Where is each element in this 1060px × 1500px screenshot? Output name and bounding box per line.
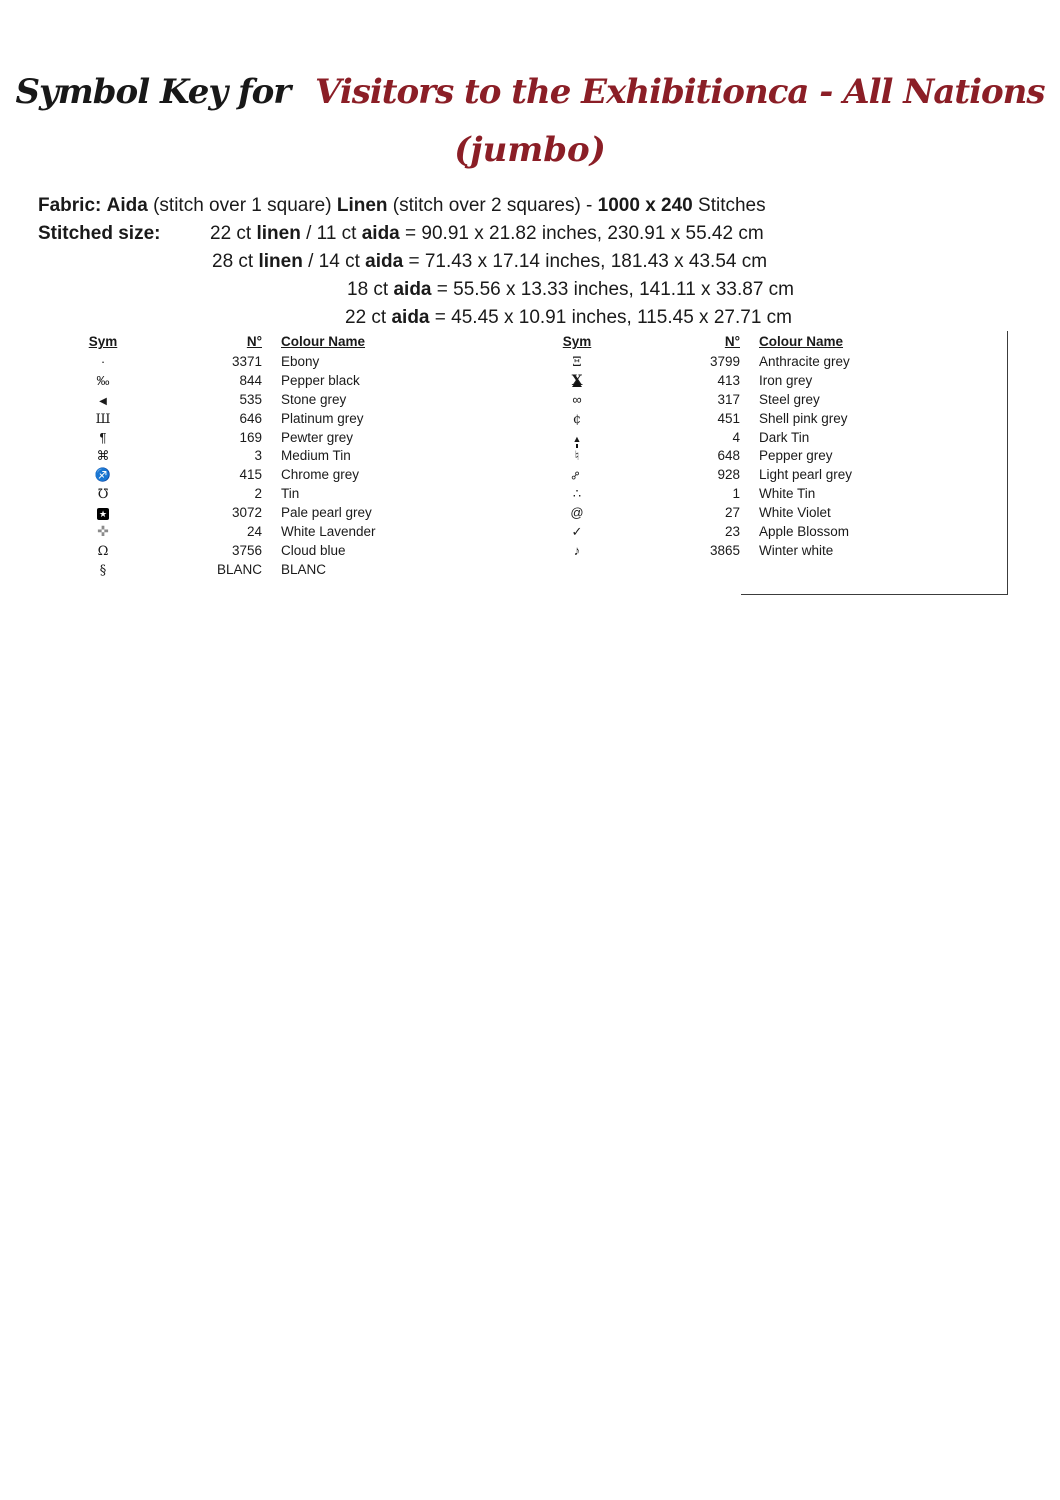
colour-name: Dark Tin: [759, 429, 810, 445]
floss-number: 169: [239, 429, 262, 445]
colour-name: Cloud blue: [281, 542, 346, 558]
colour-name: Steel grey: [759, 391, 820, 407]
key-table-header: [80, 331, 550, 352]
stitch-symbol-icon: Ξ: [572, 354, 582, 370]
colour-name: Winter white: [759, 542, 834, 558]
title-pattern-name: Visitors to the Exhibitionca - All Nations: [315, 72, 1045, 112]
text-segment: 28 ct: [212, 251, 259, 272]
symbol-cell: [80, 354, 126, 369]
symbol-cell: [80, 486, 126, 501]
stitch-symbol-icon: ★: [98, 509, 108, 520]
floss-number: 3799: [709, 353, 740, 369]
colour-name: Ebony: [281, 353, 320, 369]
text-segment: = 90.91 x 21.82 inches, 230.91 x 55.42 cm: [399, 223, 764, 244]
text-segment: aida: [393, 279, 432, 300]
text-segment: aida: [391, 307, 430, 328]
key-row: [80, 541, 550, 560]
key-row: [80, 560, 550, 579]
stitched-size-block: [38, 220, 794, 332]
text-segment: 18 ct: [347, 279, 394, 300]
stitched-size-line: [38, 248, 794, 276]
text-segment: = 71.43 x 17.14 inches, 181.43 x 43.54 cm: [403, 251, 768, 272]
colour-name: Pewter grey: [281, 429, 354, 445]
stitch-symbol-icon: ♐: [94, 467, 112, 483]
floss-number: 648: [717, 448, 740, 464]
stitch-symbol-icon: X: [571, 372, 583, 389]
stitch-symbol-icon: Ш: [95, 411, 111, 427]
stitch-symbol-icon: ·: [100, 353, 106, 369]
stitch-symbol-icon: ¢: [572, 411, 582, 427]
symbol-key-table-right: [553, 331, 1023, 560]
floss-number: 2: [254, 486, 262, 502]
stitched-size-label: Stitched size:: [38, 223, 161, 244]
key-row: [553, 390, 1023, 409]
floss-number: 844: [239, 372, 262, 388]
key-table-header: [553, 331, 1023, 352]
key-row: [80, 371, 550, 390]
colour-name: Apple Blossom: [759, 523, 850, 539]
colour-name: Pepper grey: [759, 448, 833, 464]
symbol-cell: [553, 392, 601, 407]
floss-number: 3371: [231, 353, 262, 369]
key-row: [553, 428, 1023, 447]
key-row: [80, 409, 550, 428]
colour-name: Pepper black: [281, 372, 360, 388]
floss-number: BLANC: [216, 561, 262, 577]
stitch-symbol-icon: ‰: [96, 372, 110, 388]
stitched-size-line: [38, 276, 794, 304]
colour-name: White Violet: [759, 505, 831, 521]
header-sym: Sym: [562, 334, 592, 349]
text-segment: aida: [361, 223, 400, 244]
stitch-symbol-icon: @: [570, 505, 584, 521]
symbol-cell: [553, 543, 601, 558]
symbol-cell: [80, 448, 126, 463]
symbol-cell: [553, 505, 601, 520]
stitch-symbol-icon: ⚯: [569, 469, 585, 484]
text-segment: = 55.56 x 13.33 inches, 141.11 x 33.87 cm: [431, 279, 794, 300]
key-row: [80, 465, 550, 484]
chart-frame-horizontal-line: [741, 594, 1008, 595]
stitch-symbol-icon: ∞: [572, 391, 582, 407]
symbol-cell: [553, 373, 601, 388]
floss-number: 415: [239, 467, 262, 483]
header-number: N°: [246, 334, 262, 349]
colour-name: Stone grey: [281, 391, 347, 407]
colour-name: Chrome grey: [281, 467, 360, 483]
colour-name: Platinum grey: [281, 410, 364, 426]
stitch-symbol-icon: ℧: [97, 487, 109, 503]
floss-number: 3865: [709, 542, 740, 558]
key-row: [553, 446, 1023, 465]
key-row: [80, 522, 550, 541]
floss-number: 1: [732, 486, 740, 502]
key-row: [553, 484, 1023, 503]
key-row: [553, 465, 1023, 484]
text-segment: 1000 x 240: [597, 195, 693, 216]
key-row: [553, 409, 1023, 428]
stitched-size-line: [38, 304, 794, 332]
text-segment: aida: [365, 251, 404, 272]
stitch-symbol-icon: ♮: [574, 448, 580, 464]
colour-name: Medium Tin: [281, 448, 351, 464]
header-colour-name: Colour Name: [281, 334, 366, 349]
symbol-cell: [553, 524, 601, 539]
symbol-cell: [553, 448, 601, 463]
key-row: [80, 446, 550, 465]
floss-number: 23: [724, 523, 740, 539]
symbol-cell: [80, 392, 126, 407]
fabric-info-line: [38, 192, 766, 220]
text-segment: = 45.45 x 10.91 inches, 115.45 x 27.71 cm: [429, 307, 792, 328]
stitch-symbol-icon: Ω: [97, 543, 109, 559]
floss-number: 4: [732, 429, 740, 445]
symbol-key-table-left: [80, 331, 550, 579]
stitch-symbol-icon: ✜: [97, 522, 109, 539]
symbol-cell: [80, 467, 126, 482]
key-row: [80, 390, 550, 409]
header-number: N°: [724, 334, 740, 349]
colour-name: Iron grey: [759, 372, 813, 388]
colour-name: Tin: [281, 486, 300, 502]
floss-number: 413: [717, 372, 740, 388]
text-segment: Aida: [106, 195, 148, 216]
text-segment: (stitch over 2 squares) -: [387, 195, 598, 216]
text-segment: linen: [258, 251, 303, 272]
stitched-size-line: [38, 220, 794, 248]
stitch-symbol-icon: ∴: [572, 486, 582, 502]
stitch-symbol-icon: ✓: [571, 523, 583, 539]
colour-name: BLANC: [281, 561, 327, 577]
symbol-cell: [553, 430, 601, 445]
colour-name: Light pearl grey: [759, 467, 853, 483]
floss-number: 3: [254, 448, 262, 464]
colour-name: White Tin: [759, 486, 816, 502]
text-segment: 22 ct: [210, 223, 257, 244]
key-row: [553, 352, 1023, 371]
page-title: [0, 72, 1060, 112]
symbol-cell: [80, 543, 126, 558]
stitch-symbol-icon: ⌘: [96, 448, 110, 464]
symbol-cell: [553, 486, 601, 501]
key-table-body: [80, 352, 550, 579]
symbol-cell: [80, 505, 126, 520]
colour-name: Pale pearl grey: [281, 505, 372, 521]
symbol-cell: [553, 354, 601, 369]
key-row: [553, 541, 1023, 560]
key-row: [553, 522, 1023, 541]
floss-number: 3072: [231, 505, 262, 521]
key-row: [553, 503, 1023, 522]
symbol-cell: [553, 467, 601, 482]
symbol-cell: [80, 430, 126, 445]
key-row: [553, 371, 1023, 390]
floss-number: 451: [717, 410, 740, 426]
title-prefix: Symbol Key for: [15, 72, 291, 112]
floss-number: 928: [717, 467, 740, 483]
key-table-body: [553, 352, 1023, 560]
text-segment: (stitch over 1 square): [147, 195, 337, 216]
text-segment: / 11 ct: [300, 223, 362, 244]
symbol-cell: [80, 411, 126, 426]
text-segment: 22 ct: [345, 307, 392, 328]
text-segment: / 14 ct: [302, 251, 366, 272]
colour-name: Anthracite grey: [759, 353, 850, 369]
chart-frame-vertical-line: [1007, 331, 1008, 595]
stitch-symbol-icon: §: [99, 562, 107, 578]
stitch-symbol-icon: ▲: [572, 433, 582, 444]
stitch-symbol-icon: ♪: [573, 542, 581, 558]
floss-number: 646: [239, 410, 262, 426]
floss-number: 535: [239, 391, 262, 407]
symbol-cell: [553, 411, 601, 426]
header-colour-name: Colour Name: [759, 334, 844, 349]
text-segment: Linen: [336, 195, 388, 216]
floss-number: 3756: [231, 542, 262, 558]
colour-name: Shell pink grey: [759, 410, 848, 426]
key-row: [80, 428, 550, 447]
stitch-symbol-icon: ◀: [99, 395, 107, 407]
title-subtitle: (jumbo): [454, 130, 606, 170]
text-segment: Stitches: [692, 195, 766, 216]
header-sym: Sym: [88, 334, 118, 349]
symbol-cell: [80, 562, 126, 577]
floss-number: 27: [724, 505, 740, 521]
key-row: [80, 352, 550, 371]
floss-number: 24: [246, 523, 262, 539]
text-segment: Fabric:: [38, 195, 102, 216]
symbol-cell: [80, 373, 126, 388]
colour-name: White Lavender: [281, 523, 376, 539]
text-segment: linen: [256, 223, 301, 244]
floss-number: 317: [717, 391, 740, 407]
stitch-symbol-icon: ¶: [99, 429, 107, 445]
key-row: [80, 484, 550, 503]
symbol-cell: [80, 524, 126, 539]
key-row: [80, 503, 550, 522]
